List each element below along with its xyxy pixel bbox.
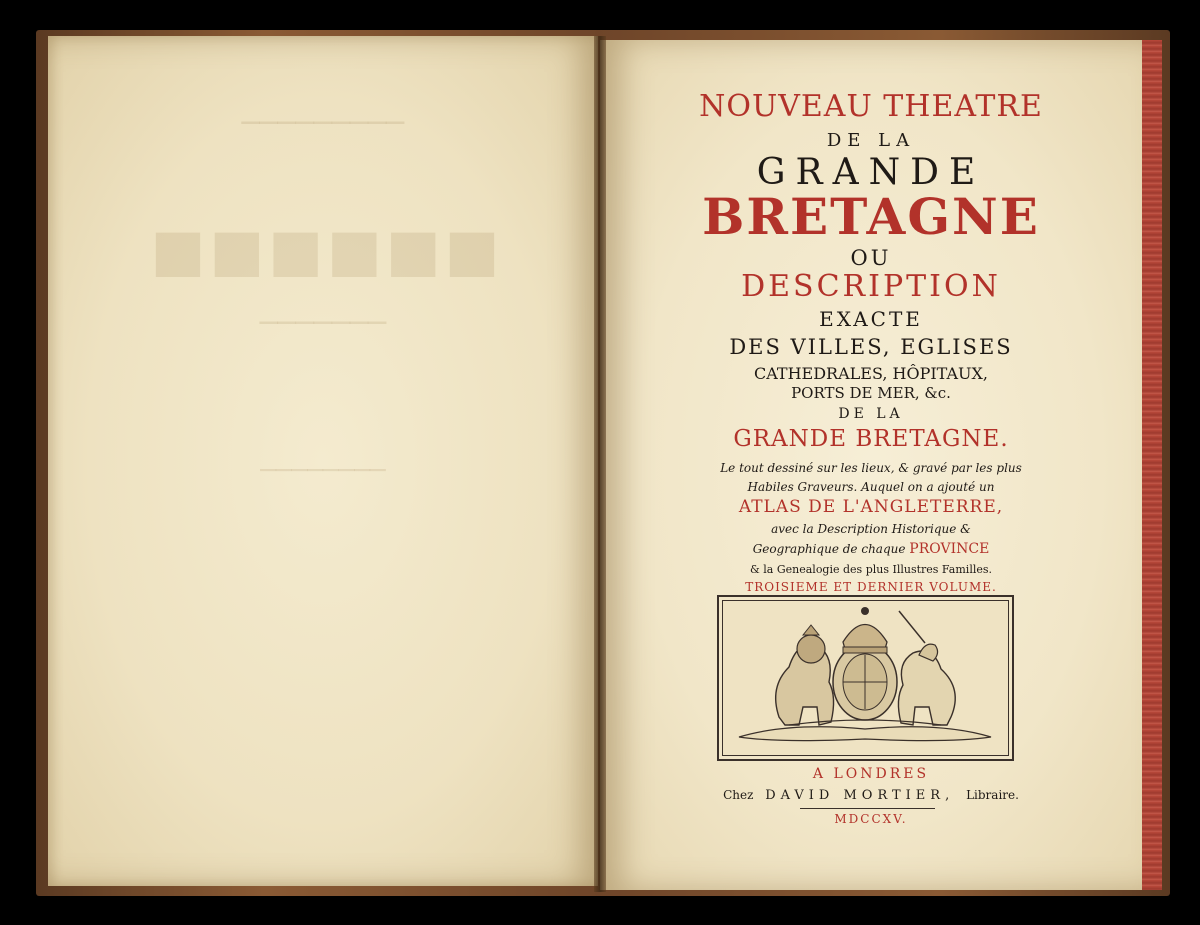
title-line-1: NOUVEAU THEATRE [699, 89, 1043, 124]
title-line-17 [600, 542, 1142, 556]
blank-left-page [48, 36, 598, 886]
title-line-7: EXACTE [819, 307, 923, 331]
imprint-city: A LONDRES [812, 766, 930, 782]
show-through-text: ──────── [260, 456, 386, 486]
title-line-9: CATHEDRALES, HÔPITAUX, [754, 364, 988, 383]
show-through-text: ───────── [241, 106, 405, 141]
title-page-text [600, 40, 1142, 890]
title-line-5: OU [850, 246, 892, 270]
title-line-3: GRANDE [756, 152, 986, 193]
title-line-14: Habiles Graveurs. Auquel on a ajouté un [747, 480, 995, 494]
title-line-6: DESCRIPTION [741, 269, 1001, 304]
title-line-8: DES VILLES, EGLISES [729, 335, 1013, 359]
title-line-15: ATLAS DE L'ANGLETERRE, [738, 497, 1004, 517]
show-through-text: ■■■■■■ [146, 216, 500, 284]
imprint-line [600, 789, 1142, 802]
imprint-prefix: Chez [723, 788, 754, 802]
title-line-17-text: Geographique de chaque [752, 542, 910, 556]
imprint-publisher: DAVID MORTIER, [765, 788, 955, 803]
title-line-4: BRETAGNE [702, 187, 1040, 246]
title-line-18: & la Genealogie des plus Illustres Familles. [749, 563, 993, 576]
title-line-11: DE LA [838, 406, 904, 422]
royal-coat-of-arms-icon [719, 597, 1012, 759]
title-line-17-province: PROVINCE [909, 541, 990, 557]
coat-of-arms-engraving [717, 595, 1014, 761]
title-line-10: PORTS DE MER, &c. [791, 384, 951, 402]
title-line-2: DE LA [826, 130, 916, 151]
imprint-year: MDCCXV. [834, 812, 908, 826]
show-through-text: ─────── [259, 306, 387, 341]
title-line-13: Le tout dessiné sur les lieux, & gravé par les plus [720, 461, 1022, 475]
title-line-12: GRANDE BRETAGNE. [733, 426, 1009, 452]
title-line-16: avec la Description Historique & [771, 522, 971, 536]
imprint-rule [800, 808, 935, 809]
imprint-suffix: Libraire. [966, 788, 1019, 802]
title-line-19: TROISIEME ET DERNIER VOLUME. [745, 580, 997, 594]
